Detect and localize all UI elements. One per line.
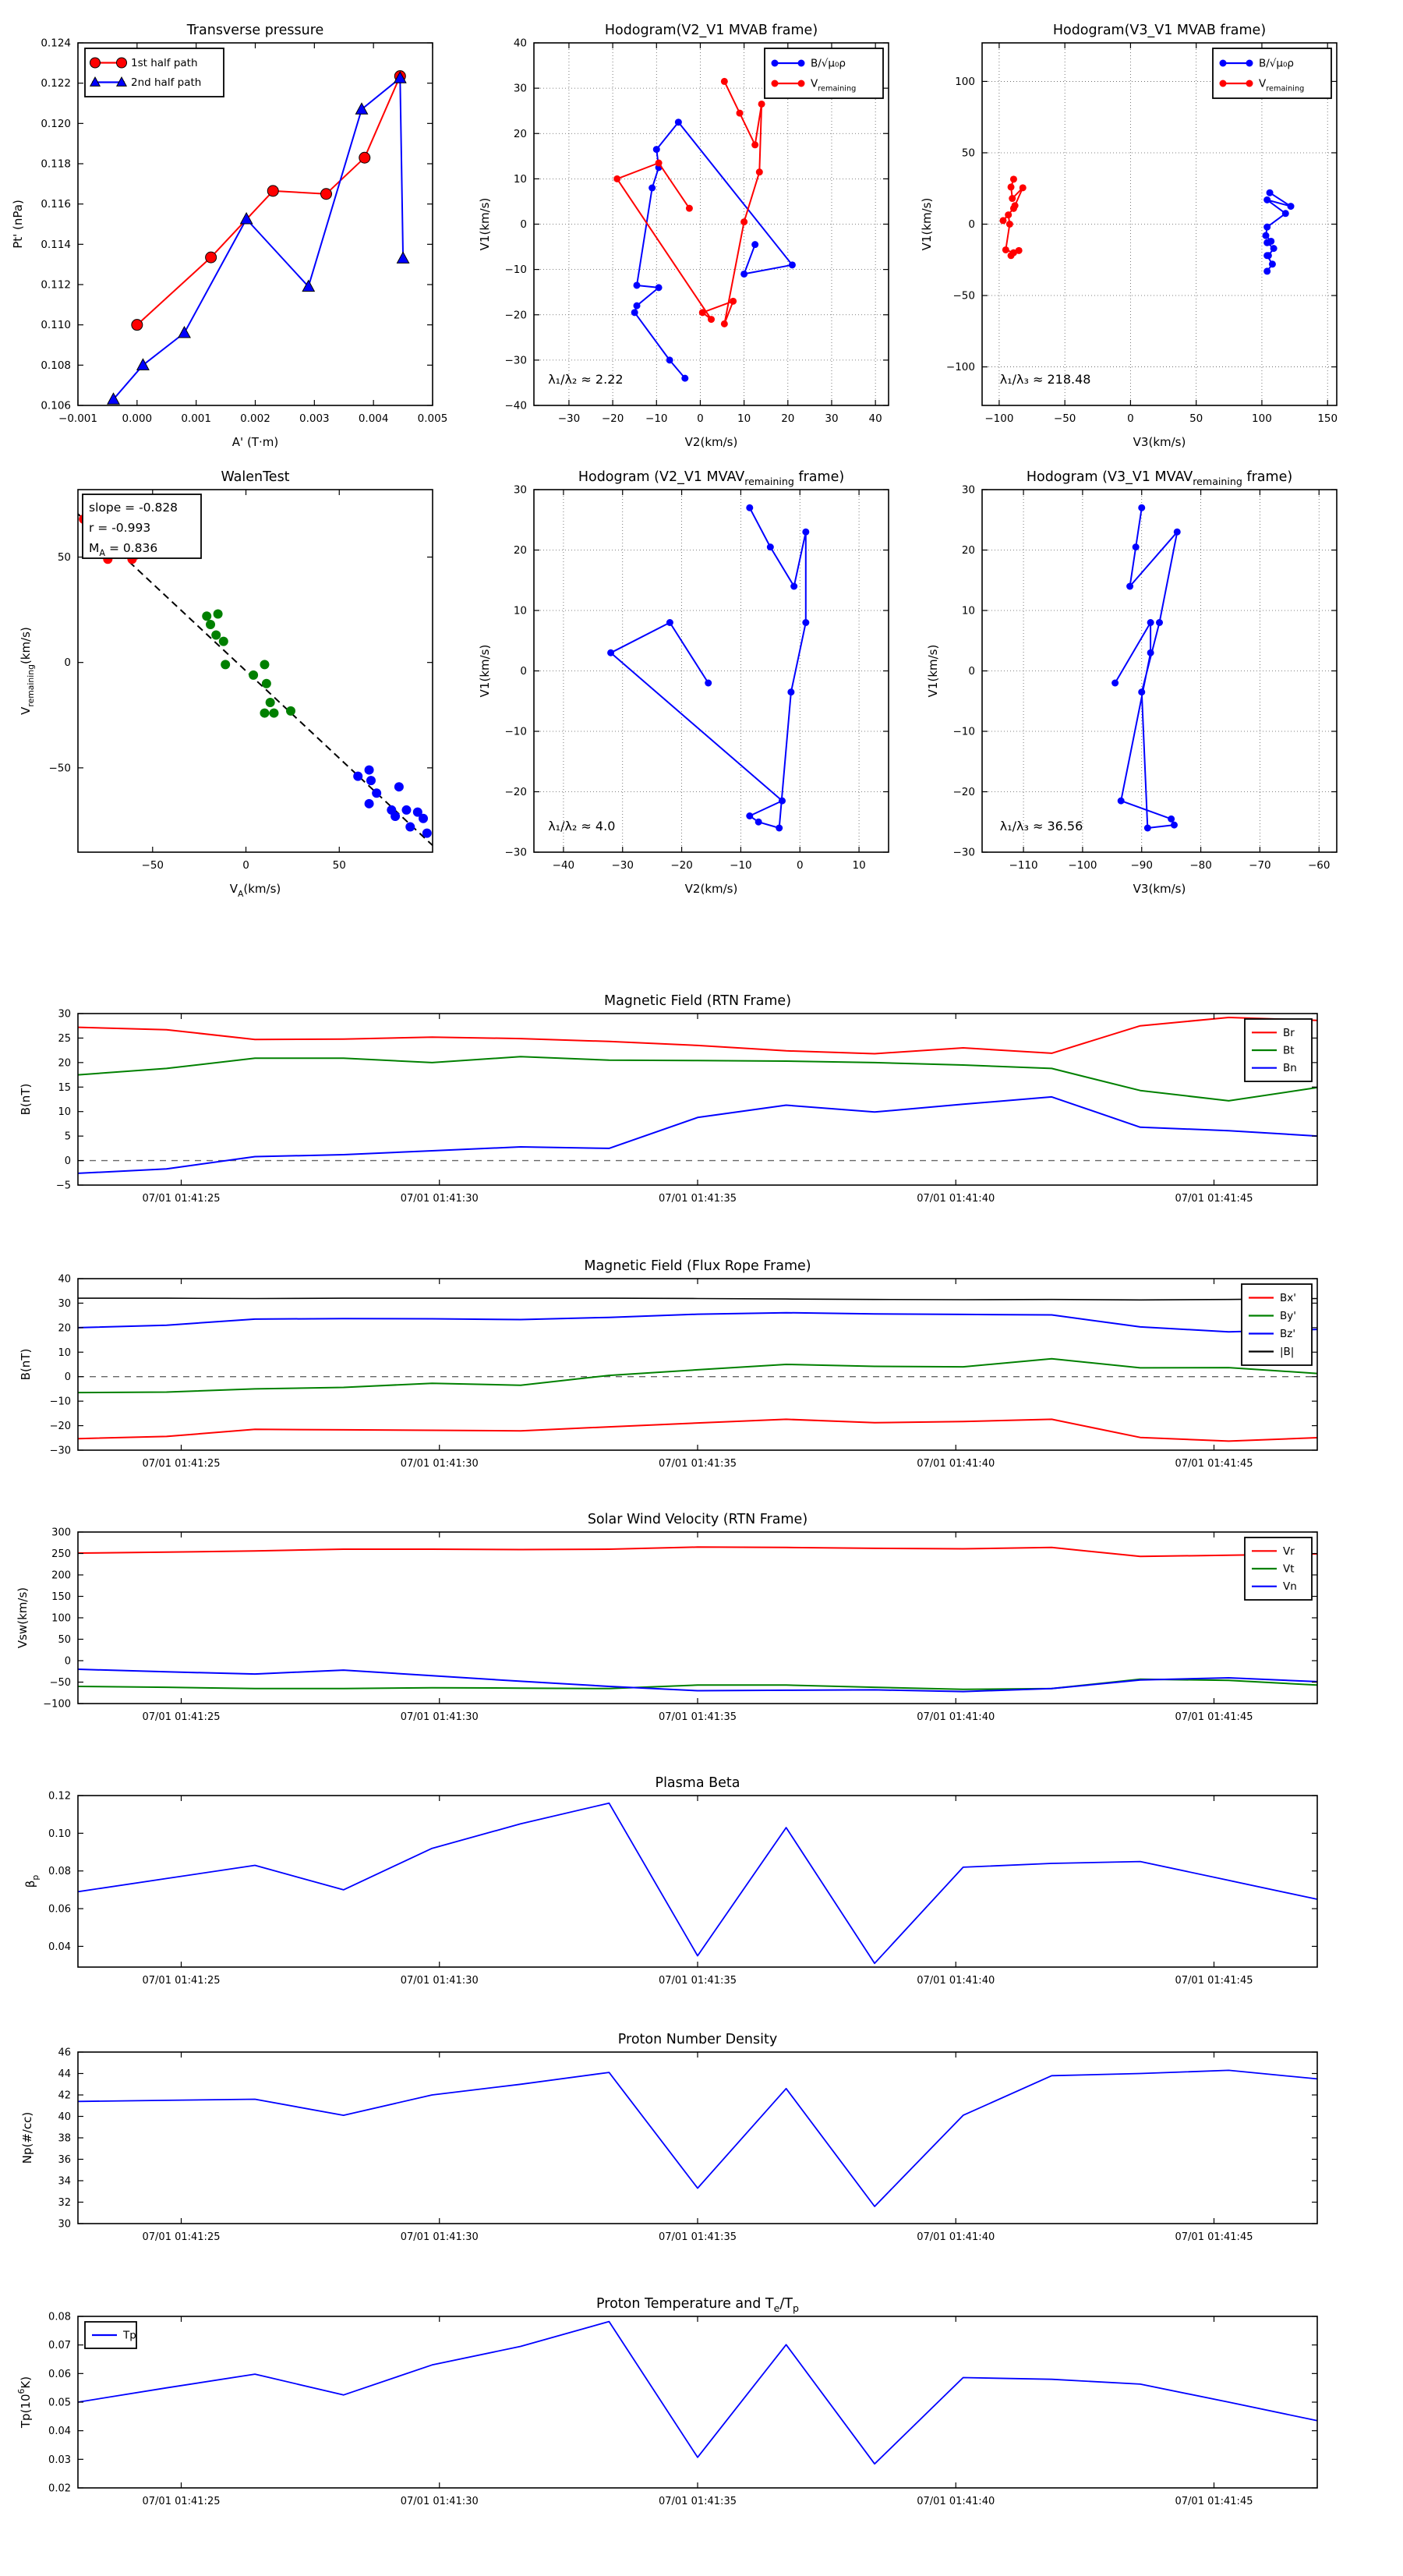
x-tick-label: 07/01 01:41:25 <box>142 1975 221 1987</box>
ticks <box>78 1532 1317 1704</box>
y-axis-label: B(nT) <box>19 1083 33 1116</box>
x-tick-label: 07/01 01:41:25 <box>142 1458 221 1470</box>
y-axis-label: $\beta_p$ <box>23 1874 41 1888</box>
chart-plasma-beta <box>23 1775 1317 1987</box>
y-tick-label: 10 <box>513 604 527 617</box>
y-tick-label: 0 <box>520 665 527 678</box>
chart-title: Hodogram (V3_V1 $MVAV_{remaining}$ frame) <box>1026 469 1293 487</box>
series-Bz-prime <box>78 1313 1317 1332</box>
x-tick-label: 10 <box>737 412 751 425</box>
ticks <box>78 1279 1317 1450</box>
y-tick-label: 38 <box>58 2132 71 2145</box>
legend-label: $V_{remaining}$ <box>811 77 857 94</box>
legend <box>765 48 883 98</box>
series-Bn <box>78 1097 1317 1173</box>
y-tick-label: 0 <box>64 1655 71 1668</box>
x-tick-label: 10 <box>852 859 866 872</box>
y-tick-label: 0.02 <box>48 2482 71 2495</box>
y-tick-label: 10 <box>58 1346 71 1359</box>
x-tick-label: 40 <box>868 412 882 425</box>
y-axis-label: V1(km/s) <box>478 197 492 251</box>
legend-label: Bn <box>1283 1062 1297 1075</box>
y-tick-label: 0.120 <box>41 117 71 130</box>
x-tick-label: 0.001 <box>181 412 211 425</box>
y-axis-label: V1(km/s) <box>926 644 940 698</box>
y-tick-label: 0.122 <box>41 77 71 90</box>
legend <box>85 48 224 97</box>
x-tick-label: −80 <box>1189 859 1212 872</box>
x-tick-label: 07/01 01:41:40 <box>917 1458 995 1470</box>
x-tick-label: 07/01 01:41:40 <box>917 2231 995 2243</box>
y-tick-label: −100 <box>945 361 975 374</box>
x-tick-label: 07/01 01:41:40 <box>917 2496 995 2507</box>
y-axis-label: V1(km/s) <box>478 644 492 698</box>
y-axis-label: $Tp(10^6K)$ <box>16 2376 33 2429</box>
y-tick-label: 44 <box>58 2068 71 2080</box>
x-axis-label: $V_A(km/s)$ <box>229 882 281 899</box>
x-tick-label: 07/01 01:41:45 <box>1175 2231 1253 2243</box>
legend-label: Tp <box>123 2329 136 2342</box>
y-tick-label: 0.124 <box>41 37 71 50</box>
series-Bt <box>78 1056 1317 1101</box>
x-tick-label: −50 <box>141 859 164 872</box>
y-tick-label: 30 <box>58 2218 71 2231</box>
chart-title: Solar Wind Velocity (RTN Frame) <box>587 1512 808 1527</box>
legend-label: Vr <box>1283 1545 1295 1558</box>
x-axis-label: V3(km/s) <box>1133 882 1186 896</box>
grid <box>982 490 1337 852</box>
x-tick-label: −0.001 <box>58 412 97 425</box>
chart-title: Plasma Beta <box>655 1775 740 1791</box>
y-tick-label: 250 <box>51 1548 71 1560</box>
y-tick-label: −20 <box>504 786 527 798</box>
y-tick-label: 20 <box>513 127 527 140</box>
y-tick-label: 30 <box>961 483 975 497</box>
y-tick-label: 0.110 <box>41 319 71 332</box>
x-tick-label: 07/01 01:41:45 <box>1175 1193 1253 1205</box>
y-tick-label: −20 <box>952 786 975 798</box>
y-tick-label: 0.118 <box>41 157 71 171</box>
y-tick-label: 0.08 <box>48 1866 71 1878</box>
x-tick-label: 07/01 01:41:35 <box>659 2231 737 2243</box>
axes-box <box>78 2316 1317 2488</box>
y-tick-label: 0 <box>968 218 975 231</box>
annotation: λ₁/λ₃ ≈ 218.48 <box>999 372 1091 387</box>
y-axis-label: $V_{remaining}(km/s)$ <box>19 627 36 715</box>
legend-label: B/√μ₀ρ <box>811 57 846 70</box>
axes-box <box>78 1279 1317 1450</box>
x-axis-label: V2(km/s) <box>684 882 738 896</box>
y-tick-label: 0.06 <box>48 1903 71 1916</box>
x-tick-label: 07/01 01:41:30 <box>400 2231 479 2243</box>
y-tick-label: 46 <box>58 2047 71 2059</box>
y-tick-label: 32 <box>58 2197 71 2209</box>
y-tick-label: 20 <box>961 544 975 557</box>
y-tick-label: 0.10 <box>48 1828 71 1840</box>
y-tick-label: 0.08 <box>48 2311 71 2323</box>
y-tick-label: −20 <box>49 1421 71 1433</box>
x-tick-label: 30 <box>825 412 839 425</box>
x-axis-label: V3(km/s) <box>1133 435 1186 449</box>
x-tick-label: 07/01 01:41:30 <box>400 1711 479 1723</box>
grid <box>534 490 889 852</box>
x-tick-label: 07/01 01:41:45 <box>1175 2496 1253 2507</box>
y-tick-label: 0.116 <box>41 198 71 211</box>
legend <box>1242 1284 1312 1365</box>
y-tick-label: −20 <box>504 309 527 322</box>
legend-label: Vt <box>1283 1562 1295 1576</box>
chart-title: WalenTest <box>221 469 290 485</box>
series-Tp <box>78 2322 1317 2465</box>
y-tick-label: 20 <box>513 544 527 557</box>
y-axis-label: Pt' (nPa) <box>11 200 25 249</box>
y-tick-label: −30 <box>952 846 975 859</box>
legend <box>1213 48 1331 98</box>
x-tick-label: 07/01 01:41:30 <box>400 1193 479 1205</box>
x-tick-label: 0.002 <box>240 412 270 425</box>
x-tick-label: 0.005 <box>417 412 448 425</box>
legend-label: $V_{remaining}$ <box>1259 77 1305 94</box>
chart-title: Transverse pressure <box>186 23 324 38</box>
y-tick-label: 10 <box>961 604 975 617</box>
y-tick-label: 20 <box>58 1322 71 1335</box>
y-tick-label: 50 <box>57 551 71 564</box>
series-B-over-sqrt-mu0rho <box>631 119 796 381</box>
legend-label: |B| <box>1280 1346 1295 1358</box>
y-tick-label: −40 <box>504 399 527 412</box>
x-tick-label: 07/01 01:41:25 <box>142 1193 221 1205</box>
series-B-magnitude <box>78 1298 1317 1300</box>
x-tick-label: 07/01 01:41:40 <box>917 1711 995 1723</box>
y-tick-label: 30 <box>58 1297 71 1310</box>
legend <box>85 2322 136 2348</box>
y-tick-label: 0.112 <box>41 278 71 292</box>
y-tick-label: −50 <box>48 762 71 775</box>
annotation: λ₁/λ₃ ≈ 36.56 <box>999 819 1083 834</box>
y-tick-label: −10 <box>49 1396 71 1408</box>
y-tick-label: 0.04 <box>48 2426 71 2438</box>
chart-magnetic-field-rtn <box>19 993 1317 1205</box>
y-axis-label: Np(#/cc) <box>20 2111 34 2164</box>
x-tick-label: −20 <box>670 859 693 872</box>
y-tick-label: 0 <box>968 665 975 678</box>
y-tick-label: 0.108 <box>41 359 71 372</box>
y-tick-label: 0.05 <box>48 2397 71 2409</box>
stats-line: r = -0.993 <box>89 521 151 535</box>
x-tick-label: 07/01 01:41:35 <box>659 1458 737 1470</box>
x-tick-label: 07/01 01:41:40 <box>917 1193 995 1205</box>
chart-transverse-pressure <box>11 23 447 449</box>
legend-label: Bx' <box>1280 1292 1296 1304</box>
y-axis-label: V1(km/s) <box>920 197 934 251</box>
y-tick-label: 10 <box>513 172 527 186</box>
legend-label: B/√μ₀ρ <box>1259 57 1294 70</box>
chart-proton-number-density <box>20 2032 1317 2243</box>
y-tick-label: 150 <box>51 1591 71 1603</box>
x-tick-label: 0.003 <box>299 412 330 425</box>
chart-proton-temperature <box>16 2296 1317 2507</box>
chart-title: Hodogram(V3_V1 MVAB frame) <box>1052 23 1267 38</box>
chart-title: Hodogram (V2_V1 $MVAV_{remaining}$ frame) <box>578 469 845 487</box>
y-tick-label: −30 <box>49 1445 71 1457</box>
y-axis-label: B(nT) <box>19 1348 33 1381</box>
x-tick-label: 07/01 01:41:35 <box>659 1711 737 1723</box>
y-tick-label: 0 <box>64 656 71 670</box>
x-tick-label: 07/01 01:41:30 <box>400 2496 479 2507</box>
y-tick-label: 40 <box>58 1273 71 1286</box>
x-tick-label: −50 <box>1053 412 1076 425</box>
y-tick-label: 0.114 <box>41 238 71 251</box>
y-tick-label: −30 <box>504 846 527 859</box>
x-tick-label: 07/01 01:41:40 <box>917 1975 995 1987</box>
x-tick-label: −10 <box>645 412 668 425</box>
ticks <box>78 2316 1317 2488</box>
axes-box <box>78 1532 1317 1704</box>
x-tick-label: 0 <box>697 412 704 425</box>
x-tick-label: 50 <box>1189 412 1203 425</box>
y-tick-label: 15 <box>58 1081 71 1094</box>
y-tick-label: 10 <box>58 1106 71 1119</box>
y-tick-label: 0 <box>64 1371 71 1384</box>
y-tick-label: 0.03 <box>48 2454 71 2466</box>
y-tick-label: −10 <box>952 725 975 738</box>
x-tick-label: 0 <box>242 859 249 872</box>
y-tick-label: −50 <box>49 1677 71 1689</box>
x-tick-label: 07/01 01:41:35 <box>659 1975 737 1987</box>
x-tick-label: 20 <box>781 412 795 425</box>
chart-solar-wind-velocity-rtn <box>16 1512 1317 1723</box>
y-tick-label: 40 <box>513 37 527 50</box>
series-Vr <box>78 1547 1317 1556</box>
series-V-remaining-path <box>1111 504 1181 832</box>
chart-title: Magnetic Field (Flux Rope Frame) <box>584 1258 811 1274</box>
x-tick-label: 07/01 01:41:30 <box>400 1975 479 1987</box>
series-By-prime <box>78 1359 1317 1392</box>
axes-box <box>78 1796 1317 1967</box>
chart-title: Hodogram(V2_V1 MVAB frame) <box>604 23 818 38</box>
series-last-interval <box>353 766 432 838</box>
y-tick-label: 200 <box>51 1569 71 1582</box>
y-tick-label: 0.06 <box>48 2368 71 2380</box>
x-tick-label: 07/01 01:41:35 <box>659 2496 737 2507</box>
y-tick-label: 30 <box>58 1008 71 1021</box>
x-tick-label: 0.004 <box>358 412 389 425</box>
x-tick-label: 07/01 01:41:45 <box>1175 1711 1253 1723</box>
y-tick-label: 0.07 <box>48 2340 71 2352</box>
series-V-remaining-path <box>607 504 809 832</box>
y-tick-label: 20 <box>58 1057 71 1070</box>
x-tick-label: −100 <box>984 412 1014 425</box>
annotation: λ₁/λ₂ ≈ 2.22 <box>548 372 624 387</box>
legend-label: Bt <box>1283 1044 1295 1057</box>
y-tick-label: −10 <box>504 725 527 738</box>
y-tick-label: −10 <box>504 264 527 277</box>
annotation: λ₁/λ₂ ≈ 4.0 <box>548 819 616 834</box>
legend-label: Vn <box>1283 1580 1297 1594</box>
legend-label: By' <box>1280 1310 1296 1322</box>
series-Br <box>78 1017 1317 1054</box>
y-tick-label: 300 <box>51 1527 71 1539</box>
x-tick-label: −30 <box>611 859 634 872</box>
y-tick-label: 0 <box>520 218 527 231</box>
x-tick-label: 0 <box>796 859 804 872</box>
x-tick-label: −30 <box>557 412 581 425</box>
x-tick-label: −60 <box>1308 859 1331 872</box>
chart-magnetic-field-flux-rope <box>19 1258 1317 1470</box>
axes-box <box>78 2052 1317 2224</box>
x-axis-label: V2(km/s) <box>684 435 738 449</box>
y-tick-label: 0 <box>64 1155 71 1168</box>
y-tick-label: −50 <box>952 289 975 303</box>
chart-title: Proton Temperature and $T_e/T_p$ <box>596 2296 799 2314</box>
x-tick-label: 07/01 01:41:45 <box>1175 1458 1253 1470</box>
x-axis-label: A' (T·m) <box>231 435 279 449</box>
y-tick-label: 0.04 <box>48 1941 71 1953</box>
y-tick-label: 30 <box>513 82 527 95</box>
x-tick-label: 150 <box>1317 412 1338 425</box>
series-Np <box>78 2070 1317 2206</box>
y-tick-label: 0.106 <box>41 399 71 412</box>
x-tick-label: 07/01 01:41:35 <box>659 1193 737 1205</box>
series-2nd half path <box>108 72 409 404</box>
series-B-over-sqrt-mu0rho <box>1263 189 1295 275</box>
ticks <box>78 1796 1317 1967</box>
legend-label: Br <box>1283 1026 1295 1039</box>
y-tick-label: 50 <box>58 1634 71 1646</box>
y-tick-label: 36 <box>58 2154 71 2166</box>
chart-title: Proton Number Density <box>617 2032 778 2047</box>
x-tick-label: −70 <box>1249 859 1271 872</box>
x-tick-label: 07/01 01:41:25 <box>142 2231 221 2243</box>
chart-walen-test <box>19 469 433 899</box>
y-tick-label: 100 <box>51 1612 71 1625</box>
y-tick-label: 34 <box>58 2175 71 2188</box>
chart-hodogram-v2v1-mvab <box>478 23 889 449</box>
chart-title: Magnetic Field (RTN Frame) <box>603 993 792 1009</box>
x-tick-label: −100 <box>1068 859 1097 872</box>
x-tick-label: 0 <box>1127 412 1134 425</box>
x-tick-label: 07/01 01:41:30 <box>400 1458 479 1470</box>
x-tick-label: 100 <box>1252 412 1272 425</box>
x-tick-label: 07/01 01:41:25 <box>142 1711 221 1723</box>
y-tick-label: 50 <box>961 147 975 160</box>
y-tick-label: −30 <box>504 354 527 367</box>
stats-line: slope = -0.828 <box>89 501 178 515</box>
series-V-remaining <box>999 175 1026 259</box>
series-Bx-prime <box>78 1419 1317 1441</box>
x-tick-label: −40 <box>552 859 575 872</box>
y-tick-label: 100 <box>955 75 975 88</box>
y-tick-label: 30 <box>513 483 527 497</box>
stats-line: $M_A = 0.836$ <box>89 541 158 558</box>
x-tick-label: −20 <box>601 412 624 425</box>
legend <box>1245 1537 1312 1600</box>
y-axis-label: Vsw(km/s) <box>16 1587 30 1649</box>
y-tick-label: 42 <box>58 2089 71 2102</box>
y-tick-label: 40 <box>58 2111 71 2123</box>
x-tick-label: 07/01 01:41:45 <box>1175 1975 1253 1987</box>
series-beta-p <box>78 1803 1317 1964</box>
x-tick-label: 50 <box>332 859 346 872</box>
y-tick-label: −100 <box>43 1698 71 1711</box>
x-tick-label: 07/01 01:41:25 <box>142 2496 221 2507</box>
legend-label: Bz' <box>1280 1328 1296 1340</box>
y-tick-label: 0.12 <box>48 1790 71 1803</box>
legend-label: 1st half path <box>131 57 198 69</box>
chart-hodogram-v2v1-mvav <box>478 469 889 896</box>
ticks <box>78 2052 1317 2224</box>
series-middle-interval <box>202 610 295 718</box>
x-tick-label: −90 <box>1130 859 1153 872</box>
y-tick-label: −5 <box>55 1180 71 1192</box>
x-tick-label: −110 <box>1009 859 1038 872</box>
chart-hodogram-v3v1-mvab <box>920 23 1338 449</box>
x-tick-label: 0.000 <box>122 412 153 425</box>
y-tick-label: 5 <box>64 1131 71 1143</box>
legend <box>1245 1019 1312 1081</box>
y-tick-label: 25 <box>58 1032 71 1045</box>
chart-hodogram-v3v1-mvav <box>926 469 1337 896</box>
x-tick-label: −10 <box>730 859 752 872</box>
legend-label: 2nd half path <box>131 76 202 89</box>
